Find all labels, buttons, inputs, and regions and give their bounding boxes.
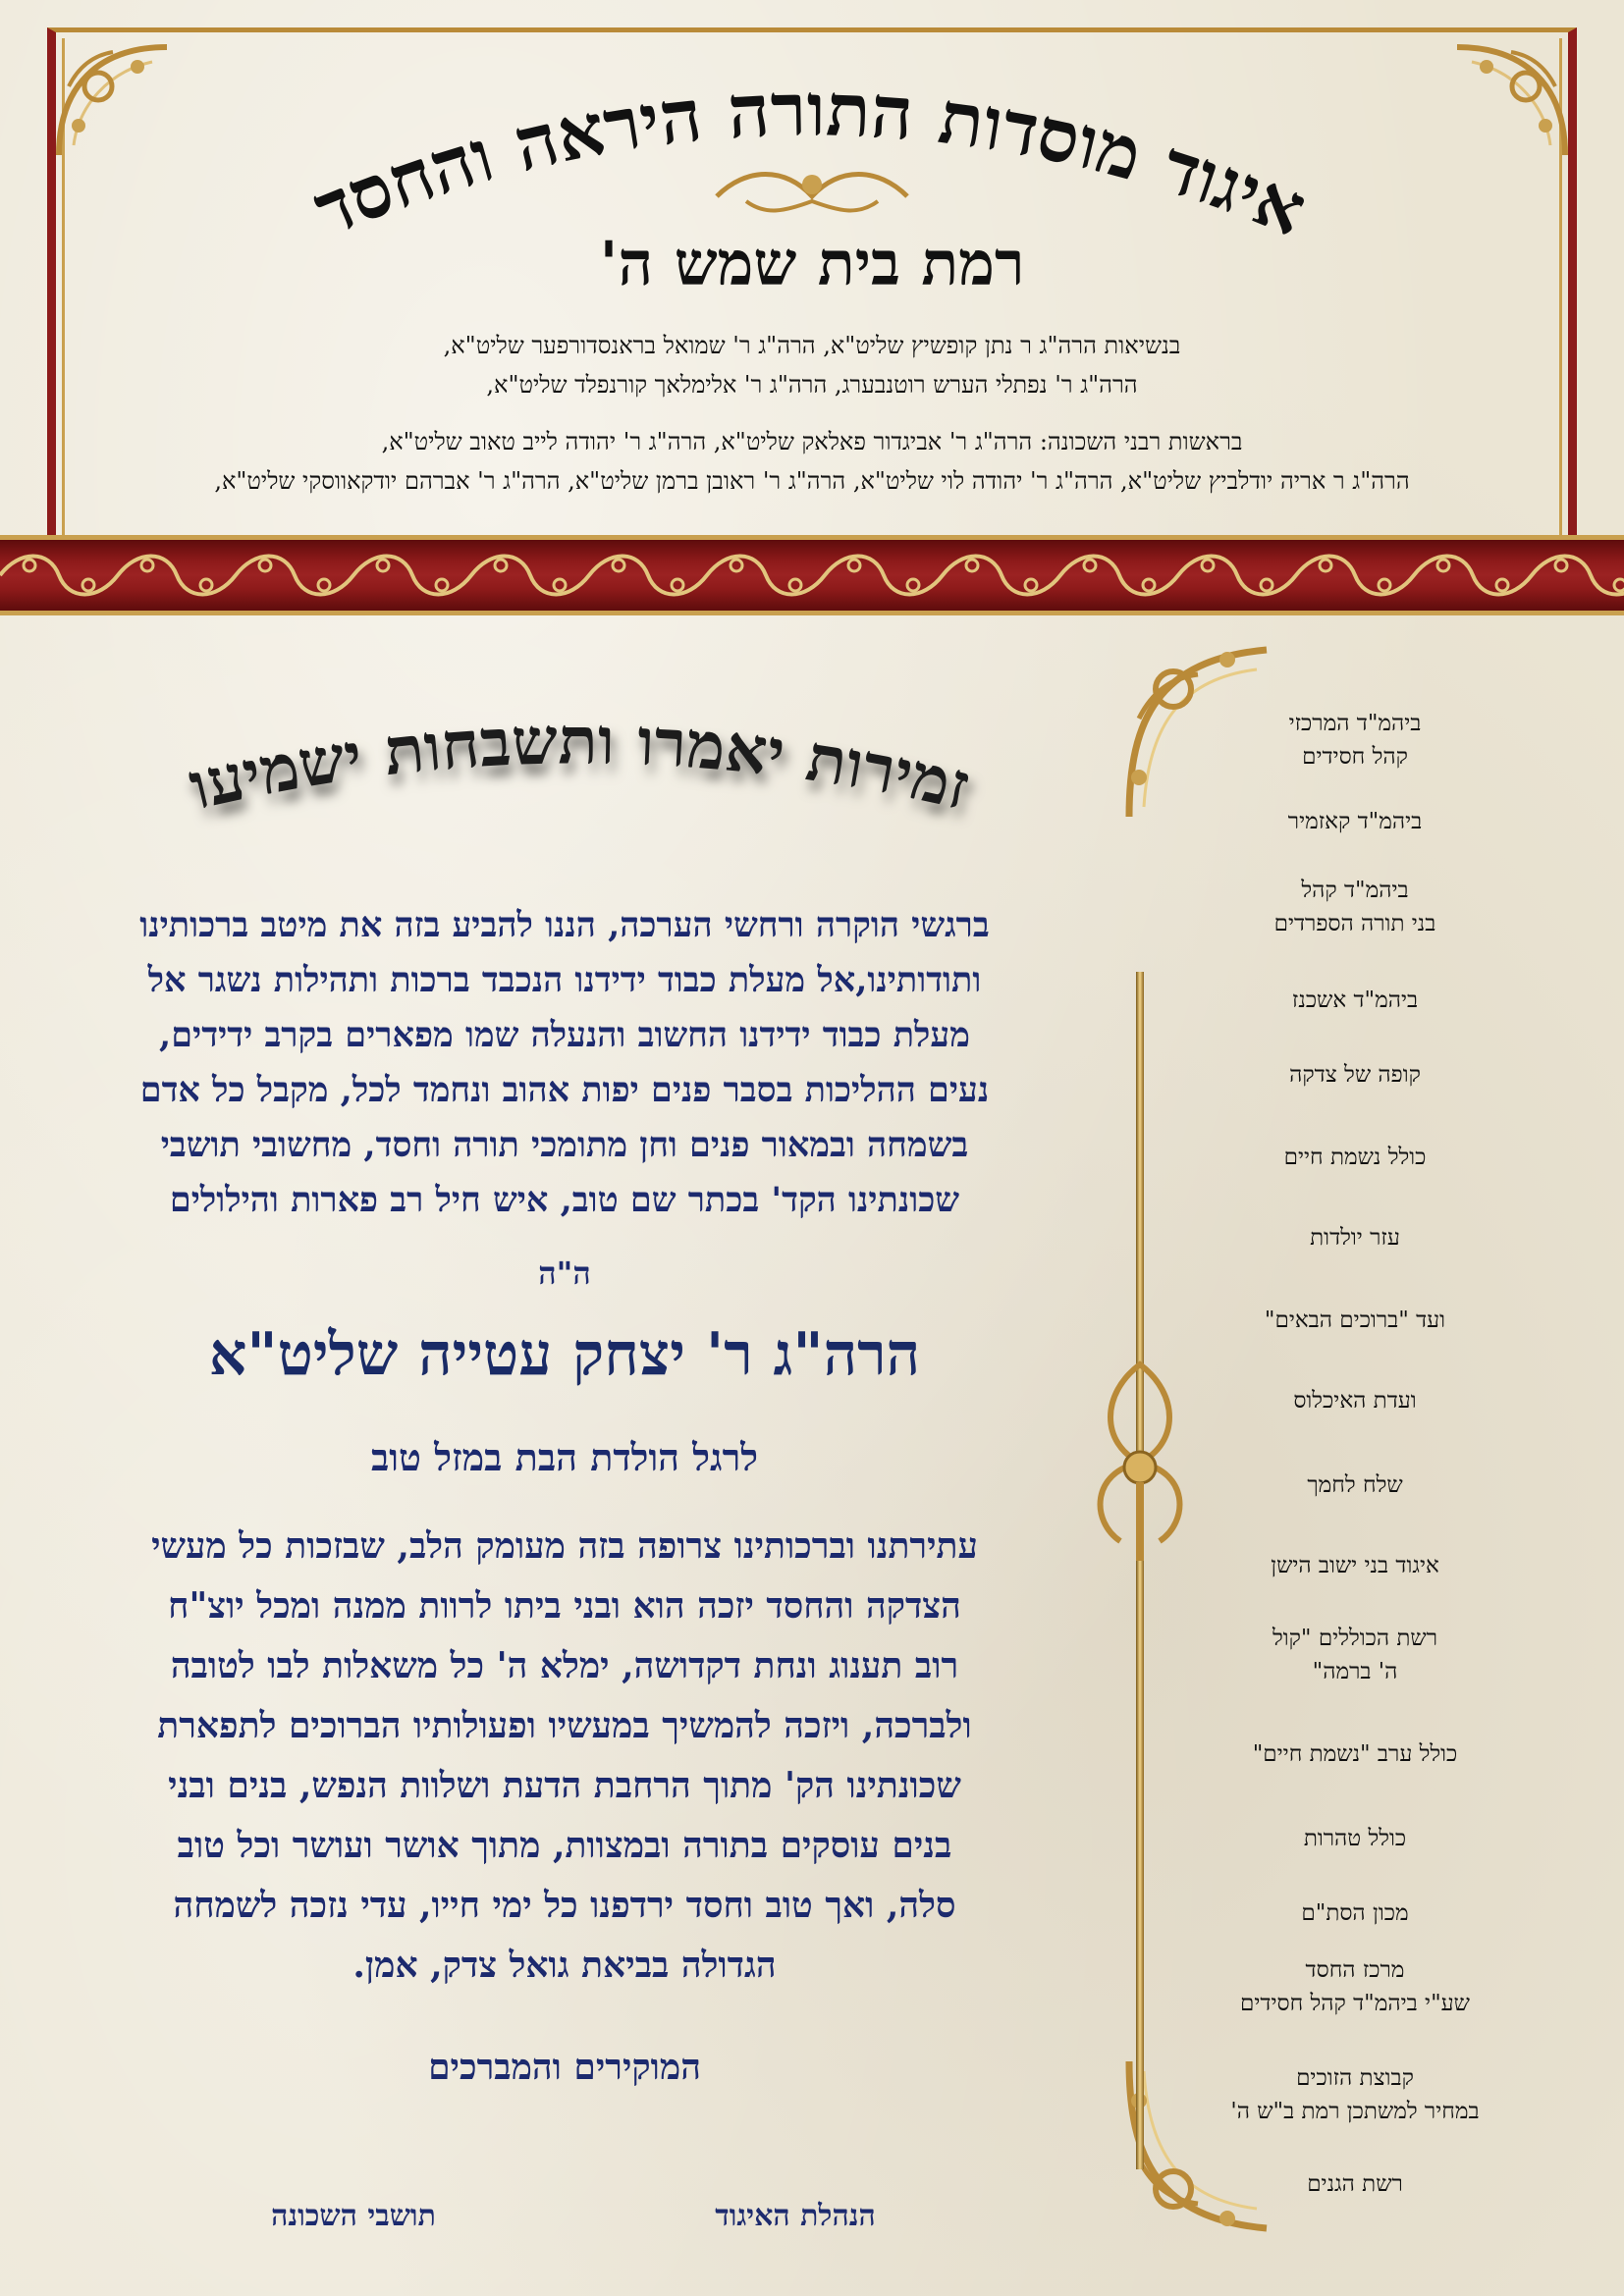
institution-item: ביהמ"ד המרכזי קהל חסידים — [1288, 711, 1422, 770]
corner-ornament-top-left — [39, 27, 187, 175]
presidency-line-2: הרה"ג ר' נפתלי הערש רוטנבערג, הרה"ג ר' אלימלאך קורנפלד שליט"א, — [486, 371, 1138, 399]
presidency-line-1: בנשיאות הרה"ג ר נתן קופשיץ שליט"א, הרה"ג ר' שמואל בראנסדורפער שליט"א, — [443, 332, 1181, 359]
institution-item: כולל טהרות — [1303, 1826, 1407, 1851]
institution-item: ביהמ"ד קאזמיר — [1287, 809, 1423, 834]
svg-text:איגוד מוסדות התורה היראה והחסד: איגוד מוסדות התורה היראה והחסד — [302, 68, 1318, 253]
intro-line: ותודותינו,אל מעלת כבוד ידידנו הנכבד ברכות ותהילות נשגר אל — [147, 960, 982, 1000]
institution-item: כולל ערב "נשמת חיים" — [1252, 1741, 1458, 1767]
occasion-line: לרגל הולדת הבת במזל טוב — [370, 1435, 759, 1479]
institution-item: שלח לחמך — [1307, 1472, 1403, 1498]
intro-paragraph — [93, 898, 1036, 1228]
band-scroll-pattern — [0, 540, 1624, 611]
intro-line: מעלת כבוד ידידנו החשוב והנעלה שמו מפארים בקרב ידידים, — [159, 1015, 970, 1055]
institution-item: ועד "ברוכים הבאים" — [1264, 1308, 1446, 1333]
blessing-line: בנים עוסקים בתורה ובמצוות, מתוך אושר ועושר וכל טוב — [177, 1825, 952, 1866]
institution-item: עזר יולדות — [1310, 1225, 1400, 1251]
rabbis-line-2: הרה"ג ר אריה יודלביץ שליט"א, הרה"ג ר' יהודה לוי שליט"א, הרה"ג ר' ראובן ברמן שליט"א, הרה"ג ר' אברהם יודקאווסקי שליט"א, — [214, 467, 1410, 495]
blessing-line: הצדקה והחסד יזכה הוא ובני ביתו לרוות ממנה ומכל יוצ"ח — [168, 1585, 961, 1627]
svg-text:זמירות יאמרו ותשבחות ישמיעו: זמירות יאמרו ותשבחות ישמיעו — [182, 702, 977, 826]
blessing-line: רוב תענוג ונחת דקדושה, ימלא ה' כל משאלות לבו לטובה — [170, 1645, 959, 1686]
intro-line: שכונתינו הקד' בכתר שם טוב, איש חיל רב פארות והילולים — [169, 1180, 960, 1220]
institution-item: מרכז החסד שע"י ביהמ"ד קהל חסידים — [1240, 1957, 1470, 2016]
blessing-line: סלה, ואך טוב וחסד ירדפנו כל ימי חייו, עדי נזכה לשמחה — [173, 1885, 956, 1926]
institution-item: קבוצת הזוכים במחיר למשתכן רמת ב"ש ה' — [1230, 2065, 1480, 2124]
institution-item: רשת הכוללים "קול ה' ברמה" — [1272, 1626, 1438, 1684]
decorative-band — [0, 535, 1624, 615]
blessing-line: הגדולה בביאת גואל צדק, אמן. — [352, 1945, 777, 1986]
main-title — [69, 667, 1090, 883]
blessing-line: שכונתינו הק' מתוך הרחבת הדעת ושלוות הנפש, בנים ובני — [168, 1765, 961, 1806]
blessing-line: עתירתנו וברכותינו צרופה בזה מעומק הלב, שבזכות כל מעשי — [151, 1525, 978, 1567]
divider-rod — [1136, 972, 1144, 2169]
honoree-name: הרה"ג ר' יצחק עטייה שליט"א — [208, 1320, 921, 1389]
institution-item: ביהמ"ד קהל בני תורה הספרדים — [1273, 878, 1436, 936]
title-flourish — [707, 157, 917, 226]
institution-item: כולל נשמת חיים — [1283, 1145, 1427, 1170]
institution-item: ביהמ"ד אשכנז — [1291, 988, 1419, 1013]
institution-item: איגוד בני ישוב הישן — [1271, 1553, 1439, 1578]
signature-residents: תושבי השכונה — [271, 2199, 436, 2233]
institution-item: מכון הסת"ם — [1301, 1900, 1409, 1926]
institution-item: קופה של צדקה — [1289, 1062, 1421, 1088]
location-subtitle: רמת בית שמש ה' — [599, 228, 1025, 299]
divider-rod-ornament — [1081, 1355, 1199, 1571]
rabbis-line-1: בראשות רבני השכונה: הרה"ג ר' אביגדור פאלאק שליט"א, הרה"ג ר' יהודה לייב טאוב שליט"א, — [381, 428, 1243, 455]
blessing-paragraph — [93, 1517, 1036, 1996]
intro-line: בשמחה ובמאור פנים וחן מתומכי תורה וחסד, מחשובי תושבי — [160, 1125, 969, 1165]
honoree-prefix: ה"ה — [538, 1255, 591, 1292]
corner-ornament-top-right — [1437, 27, 1585, 175]
blessing-line: ולברכה, ויזכה להמשיך במעשיו ופעולותיו הברוכים לתפארת — [157, 1705, 972, 1746]
intro-line: נעים ההליכות בסבר פנים יפות אהוב ונחמד לכל, מקבל כל אדם — [139, 1070, 990, 1110]
institution-item: רשת הגנים — [1307, 2171, 1403, 2197]
signature-management: הנהלת האיגוד — [715, 2199, 876, 2233]
signers-heading: המוקירים והמברכים — [428, 2047, 701, 2088]
institution-item: ועדת האיכלוס — [1293, 1388, 1417, 1414]
intro-line: ברגשי הוקרה ורחשי הערכה, הננו להביע בזה את מיטב ברכותינו — [139, 905, 990, 945]
